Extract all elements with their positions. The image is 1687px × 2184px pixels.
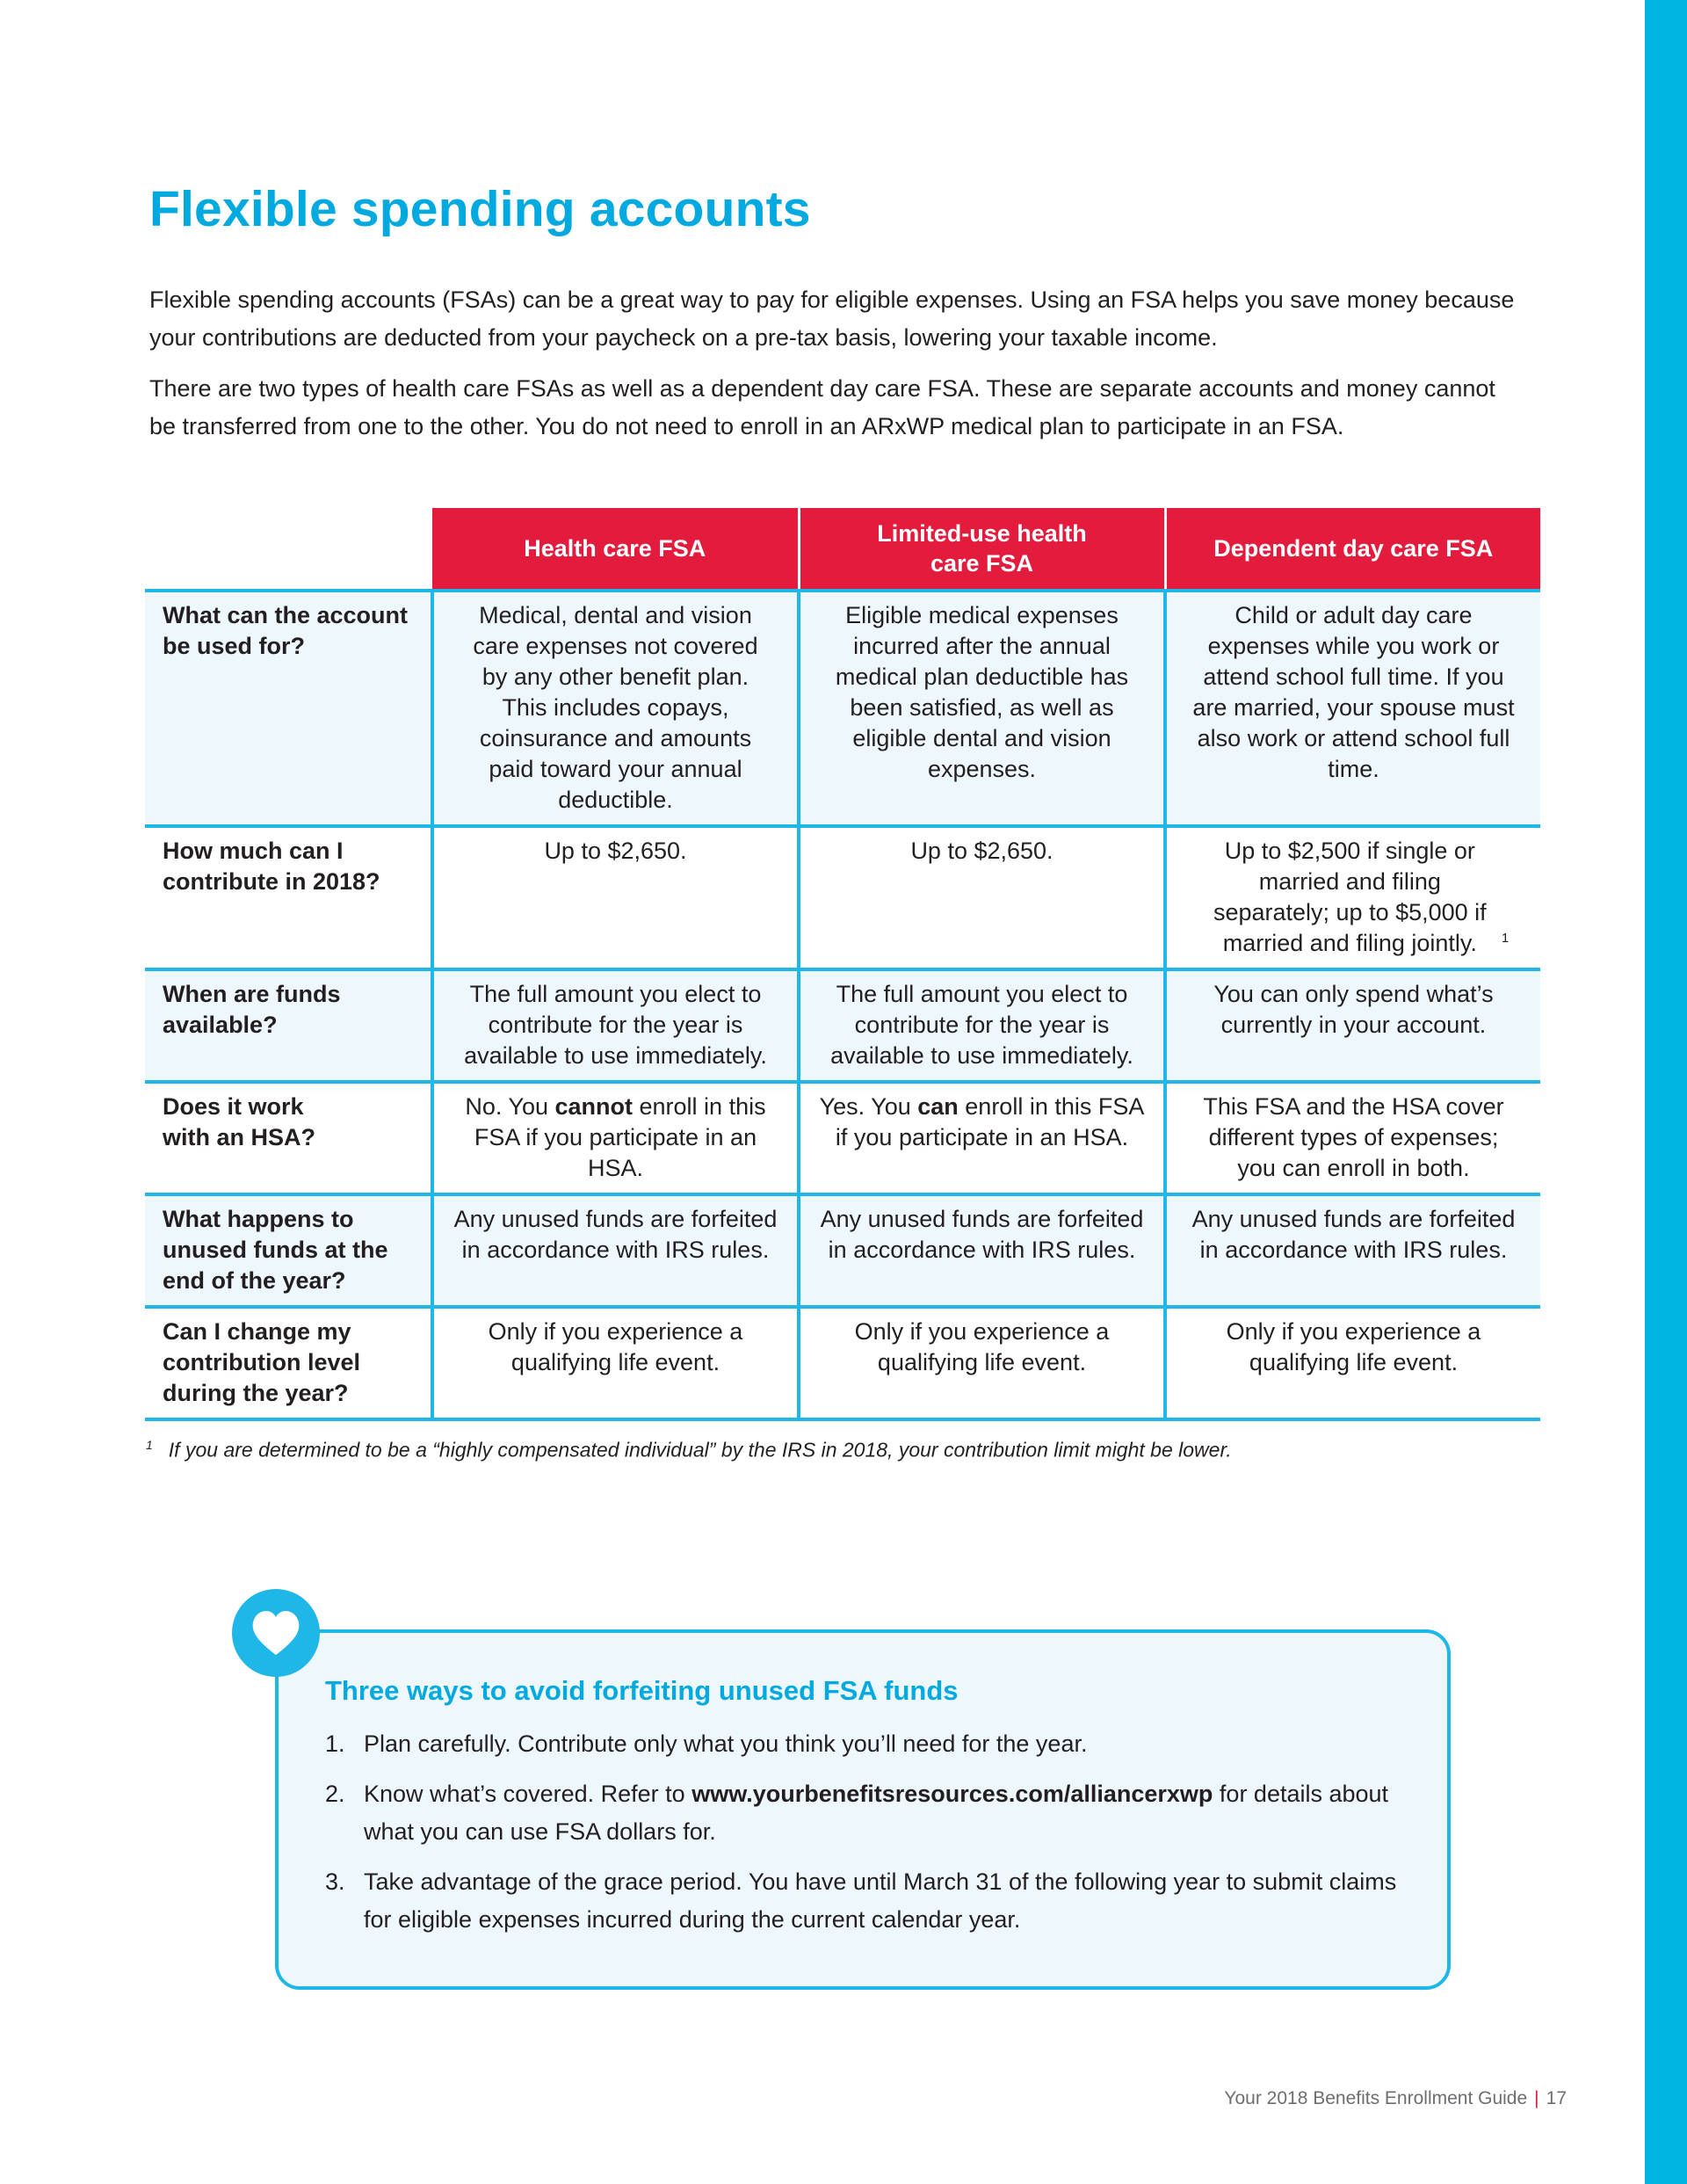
intro-paragraph: There are two types of health care FSAs as well as a dependent day care FSA. These are separate accounts and money cannot be transferred from one to the other. You do not need to enroll in an ARxWP medical plan to participate in an FSA.: [149, 375, 1495, 439]
list-item: [325, 1725, 1423, 1763]
table-header-blank: [145, 508, 432, 591]
row-label-text: Can I change my contribution level during the year?: [163, 1318, 361, 1406]
table-row: [145, 591, 1540, 826]
tip-text: for details about what you can use FSA dollars for.: [364, 1781, 1389, 1845]
tip-text: Plan carefully. Contribute only what you think you’ll need for the year.: [364, 1731, 1088, 1757]
row-label-text: What happens to unused funds at the end of the year?: [163, 1206, 388, 1294]
cell-text: Eligible medical expenses incurred after the annual medical plan deductible has been satisfied, as well as eligible dental and vision expenses.: [835, 602, 1129, 782]
list-number: 1.: [325, 1731, 345, 1757]
table-cell: [1165, 591, 1540, 826]
page-side-bar: [1645, 0, 1687, 2184]
list-item: [325, 1775, 1423, 1851]
table-cell: [799, 969, 1165, 1082]
table-cell: [799, 1307, 1165, 1419]
table-cell: [1165, 1307, 1540, 1419]
table-cell: [432, 1307, 799, 1419]
column-header-limited-use-fsa: [799, 508, 1165, 591]
cell-text: Only if you experience a qualifying life event.: [488, 1318, 743, 1375]
row-label-text: When are funds available?: [163, 981, 341, 1038]
page-number: 17: [1546, 2088, 1567, 2108]
cell-text-post: enroll in this FSA if you participate in an HSA.: [474, 1093, 766, 1181]
cell-text: Only if you experience a qualifying life event.: [1226, 1318, 1481, 1375]
cell-text: Up to $2,650.: [910, 838, 1053, 864]
row-label: [145, 1307, 432, 1419]
table-row: [145, 969, 1540, 1082]
tips-list: [325, 1725, 1423, 1951]
list-number: 2.: [325, 1781, 345, 1807]
footnote-mark: 1: [146, 1438, 153, 1452]
row-label: [145, 1082, 432, 1194]
callout-title: Three ways to avoid forfeiting unused FSA funds: [325, 1675, 959, 1706]
page-title: Flexible spending accounts: [149, 181, 811, 237]
table-row: [145, 826, 1540, 969]
table-cell: [432, 826, 799, 969]
intro-text: [149, 281, 1520, 459]
cell-text: The full amount you elect to contribute for the year is available to use immediately.: [464, 981, 767, 1069]
heart-icon: [232, 1589, 320, 1677]
cell-text-pre: No. You: [465, 1093, 555, 1120]
cell-text: This FSA and the HSA cover different types of expenses; you can enroll in both.: [1203, 1093, 1504, 1181]
heart-icon-glyph: [250, 1609, 301, 1657]
cell-text: Child or adult day care expenses while you work or attend school full time. If you are married, your spouse must also work or attend school full time.: [1192, 602, 1515, 782]
cell-text: [453, 1092, 778, 1184]
list-item: [325, 1863, 1423, 1939]
row-label: [145, 826, 432, 969]
row-label: [145, 1194, 432, 1307]
table-cell: [432, 1082, 799, 1194]
cell-text: Medical, dental and vision care expenses not covered by any other benefit plan. This includes copays, coinsurance and amounts paid toward your annual deductible.: [473, 602, 758, 813]
footnote-text: If you are determined to be a “highly compensated individual” by the IRS in 2018, your contribution limit might be lower.: [168, 1438, 1232, 1462]
row-label-text: How much can I contribute in 2018?: [163, 838, 380, 895]
table-header-row: [145, 508, 1540, 591]
cell-text-emphasis: can: [917, 1093, 959, 1120]
footer-divider: |: [1534, 2088, 1539, 2108]
fsa-comparison-table: [145, 508, 1540, 1421]
table-cell: [799, 591, 1165, 826]
tip-text: Take advantage of the grace period. You have until March 31 of the following year to submit claims for eligible expenses incurred during the current calendar year.: [364, 1868, 1397, 1933]
cell-text-post: enroll in this FSA if you participate in an HSA.: [835, 1093, 1145, 1150]
column-header-health-care-fsa: Health care FSA: [432, 508, 799, 591]
table-row: [145, 1194, 1540, 1307]
cell-text: Only if you experience a qualifying life event.: [854, 1318, 1110, 1375]
cell-text: [820, 1092, 1145, 1153]
guide-title: Your 2018 Benefits Enrollment Guide: [1224, 2088, 1528, 2108]
table-cell: [1165, 826, 1540, 969]
table-cell: [1165, 1082, 1540, 1194]
table-cell: [432, 969, 799, 1082]
table-cell: [1165, 969, 1540, 1082]
row-label: [145, 969, 432, 1082]
table-row: [145, 1082, 1540, 1194]
cell-text: The full amount you elect to contribute for the year is available to use immediately.: [830, 981, 1133, 1069]
row-label-text: What can the account be used for?: [163, 602, 409, 659]
cell-text-emphasis: cannot: [554, 1093, 634, 1120]
table-cell: [432, 1194, 799, 1307]
benefits-website-link[interactable]: www.yourbenefitsresources.com/alliancerxwp: [691, 1781, 1213, 1807]
table-cell: [799, 826, 1165, 969]
table-cell: [799, 1194, 1165, 1307]
table-cell: [432, 591, 799, 826]
cell-text: Any unused funds are forfeited in accordance with IRS rules.: [1191, 1206, 1516, 1263]
cell-text: Up to $2,500 if single or married and filing separately; up to $5,000 if married and filing jointly.: [1213, 838, 1487, 956]
cell-text: You can only spend what’s currently in your account.: [1213, 981, 1494, 1038]
row-label-text: Does it work with an HSA?: [163, 1093, 315, 1150]
list-number: 3.: [325, 1868, 345, 1895]
column-header-dependent-care-fsa: Dependent day care FSA: [1165, 508, 1540, 591]
cell-text: Any unused funds are forfeited in accordance with IRS rules.: [820, 1206, 1144, 1263]
row-label: [145, 591, 432, 826]
cell-text-pre: Yes. You: [819, 1093, 918, 1120]
tip-text: Know what’s covered. Refer to: [364, 1781, 692, 1807]
table-cell: [799, 1082, 1165, 1194]
page-footer: [1224, 2088, 1567, 2109]
intro-paragraph: Flexible spending accounts (FSAs) can be a great way to pay for eligible expenses. Using an FSA helps you save money because your contributions are deducted from your paycheck on a pre-tax basis, lowering your taxable income.: [149, 287, 1515, 351]
table-cell: [1165, 1194, 1540, 1307]
cell-text: Up to $2,650.: [544, 838, 687, 864]
column-header-label: Limited-use health care FSA: [877, 520, 1087, 577]
footnote-ref: 1: [1501, 931, 1510, 946]
table-footnote: [146, 1438, 1232, 1462]
cell-text: Any unused funds are forfeited in accordance with IRS rules.: [453, 1206, 778, 1263]
table-row: [145, 1307, 1540, 1419]
